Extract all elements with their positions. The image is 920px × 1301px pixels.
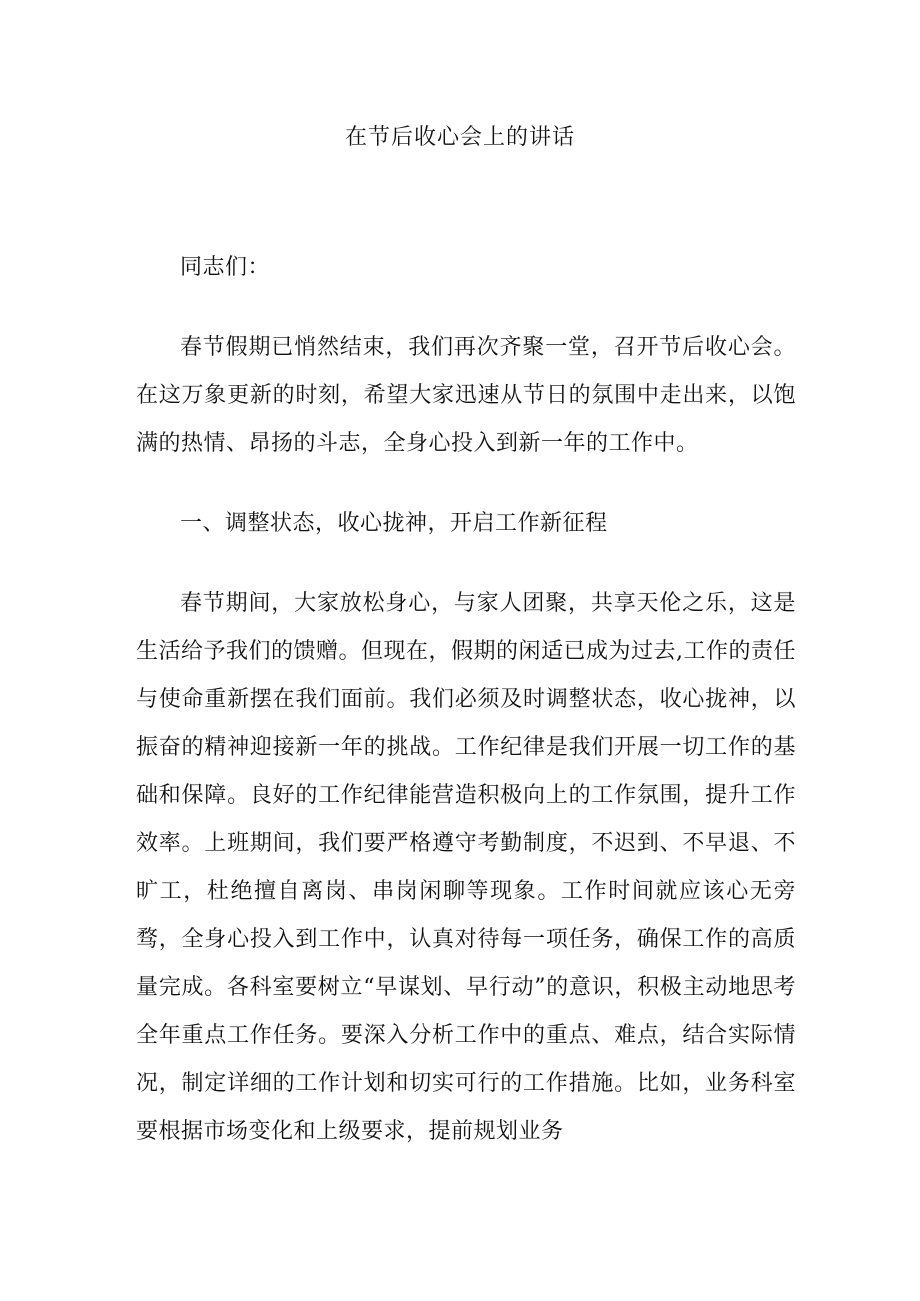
greeting-paragraph: 同志们： [180,255,271,280]
intro-paragraph: 春节假期已悄然结束，我们再次齐聚一堂，召开节后收心会。在这万象更新的时刻，希望大家迅速从节日的氛围中走出来，以饱满的热情、昂扬的斗志，全身心投入到新一年的工作中。 [136,335,796,456]
section-body-1: 春节期间，大家放松身心，与家人团聚，共享天伦之乐，这是生活给予我们的馈赠。但现在，假期的闲适已成为过去,工作的责任与使命重新摆在我们面前。我们必须及时调整状态，收心拢神，以振奋的精神迎接新一年的挑战。工作纪律是我们开展一切工作的基础和保障。良好的工作纪律能营造积极向上的工作氛围，提升工作效率。上班期间，我们要严格遵守考勤制度，不迟到、不早退、不旷工，杜绝擅自离岗、串岗闲聊等现象。工作时间就应该心无旁骛，全身心投入到工作中，认真对待每一项任务，确保工作的高质量完成。各科室要树立“早谋划、早行动”的意识，积极主动地思考全年重点工作任务。要深入分析工作中的重点、难点，结合实际情况，制定详细的工作计划和切实可行的工作措施。比如，业务科室要根据市场变化和上级要求，提前规划业务 [136,591,796,1144]
section-heading-1: 一、调整状态，收心拢神，开启工作新征程 [180,511,608,536]
document-title: 在节后收心会上的讲话 [344,125,575,150]
